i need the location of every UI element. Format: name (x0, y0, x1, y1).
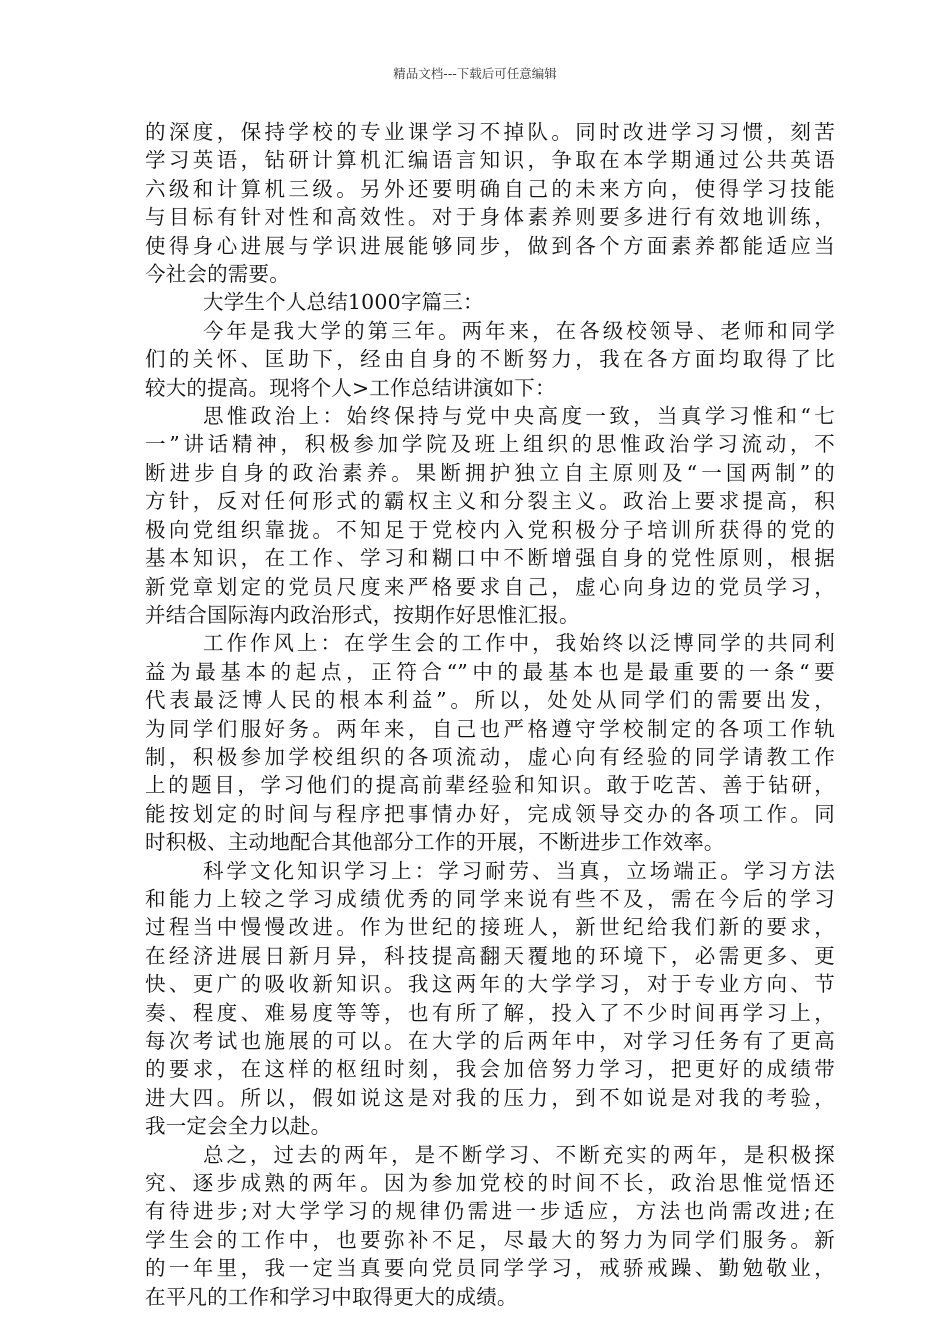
text-line: 时积极、主动地配合其他部分工作的开展，不断进步工作效率。 (145, 830, 725, 855)
text-line: 工作作风上：在学生会的工作中，我始终以泛博同学的共同利 (203, 631, 835, 656)
paragraph (145, 402, 835, 629)
text-line: 快、更广的吸收新知识。我这两年的大学学习，对于专业方向、节 (145, 972, 835, 997)
text-line: 总之，过去的两年，是不断学习、不断充实的两年，是积极探 (203, 1142, 835, 1167)
text-line: 并结合国际海内政治形式，按期作好思惟汇报。 (145, 602, 580, 627)
text-line: 在平凡的工作和学习中取得更大的成绩。 (145, 1284, 518, 1309)
text-line: 今年是我大学的第三年。两年来，在各级校领导、老师和同学 (203, 318, 835, 343)
text-line: 断进步自身的政治素养。果断拥护独立自主原则及“一国两制”的 (145, 460, 835, 485)
text-line: 思惟政治上：始终保持与党中央高度一致，当真学习惟和“七 (203, 404, 835, 429)
paragraph (145, 629, 835, 856)
text-line: 大学生个人总结1000字篇三： (203, 290, 484, 315)
text-line: 科学文化知识学习上：学习耐劳、当真，立场端正。学习方法 (203, 858, 835, 883)
text-line: 六级和计算机三级。另外还要明确自己的未来方向，使得学习技能 (145, 176, 835, 201)
text-line: 益为最基本的起点，正符合“”中的最基本也是最重要的一条“要 (145, 659, 835, 684)
paragraph (145, 118, 835, 288)
text-line: 每次考试也施展的可以。在大学的后两年中，对学习任务有了更高 (145, 1029, 835, 1053)
document-body (145, 118, 835, 1311)
paragraph (145, 1141, 835, 1311)
text-line: 一”讲话精神，积极参加学院及班上组织的思惟政治学习流动，不 (145, 432, 835, 457)
text-line: 上的题目，学习他们的提高前辈经验和知识。敢于吃苦、善于钻研， (145, 773, 835, 798)
text-line: 制，积极参加学校组织的各项流动，虚心向有经验的同学请教工作 (145, 744, 835, 769)
text-line: 基本知识，在工作、学习和糊口中不断增强自身的党性原则，根据 (145, 546, 835, 571)
paragraph (145, 288, 835, 316)
text-line: 过程当中慢慢改进。作为世纪的接班人，新世纪给我们新的要求， (145, 915, 835, 940)
text-line: 和能力上较之学习成绩优秀的同学来说有些不及，需在今后的学习 (145, 886, 835, 911)
text-line: 代表最泛博人民的根本利益”。所以，处处从同学们的需要出发， (145, 688, 835, 713)
text-line: 今社会的需要。 (145, 262, 290, 287)
text-line: 我一定会全力以赴。 (145, 1114, 332, 1139)
text-line: 的深度，保持学校的专业课学习不掉队。同时改进学习习惯，刻苦 (145, 120, 835, 144)
text-line: 进大四。所以，假如说这是对我的压力，到不如说是对我的考验， (145, 1085, 835, 1110)
text-line: 能按划定的时间与程序把事情办好，完成领导交办的各项工作。同 (145, 801, 835, 826)
text-line: 学生会的工作中，也要弥补不足，尽最大的努力为同学们服务。新 (145, 1227, 835, 1252)
text-line: 为同学们服好务。两年来，自己也严格遵守学校制定的各项工作轨 (145, 716, 835, 741)
page-header: 精品文档---下载后可任意编辑 (393, 66, 557, 81)
text-line: 较大的提高。现将个人>工作总结讲演如下： (145, 375, 556, 400)
text-line: 学习英语，钻研计算机汇编语言知识，争取在本学期通过公共英语 (145, 148, 835, 173)
text-line: 奏、程度、难易度等等，也有所了解，投入了不少时间再学习上， (145, 1000, 835, 1025)
text-line: 在经济进展日新月异，科技提高翻天覆地的环境下，必需更多、更 (145, 943, 835, 968)
text-line: 有待进步;对大学学习的规律仍需进一步适应，方法也尚需改进;在 (145, 1199, 835, 1224)
text-line: 与目标有针对性和高效性。对于身体素养则要多进行有效地训练， (145, 205, 835, 230)
text-line: 使得身心进展与学识进展能够同步，做到各个方面素养都能适应当 (145, 233, 835, 258)
text-line: 极向党组织靠拢。不知足于党校内入党积极分子培训所获得的党的 (145, 517, 835, 542)
text-line: 究、逐步成熟的两年。因为参加党校的时间不长，政治思惟觉悟还 (145, 1171, 835, 1196)
text-line: 的要求，在这样的枢纽时刻，我会加倍努力学习，把更好的成绩带 (145, 1057, 835, 1082)
text-line: 的一年里，我一定当真要向党员同学学习，戒骄戒躁、勤勉敬业， (145, 1256, 835, 1281)
text-line: 方针，反对任何形式的霸权主义和分裂主义。政治上要求提高，积 (145, 489, 835, 514)
paragraph (145, 857, 835, 1141)
text-line: 新党章划定的党员尺度来严格要求自己，虚心向身边的党员学习， (145, 574, 835, 599)
text-line: 们的关怀、匡助下，经由自身的不断努力，我在各方面均取得了比 (145, 347, 835, 372)
paragraph (145, 317, 835, 402)
